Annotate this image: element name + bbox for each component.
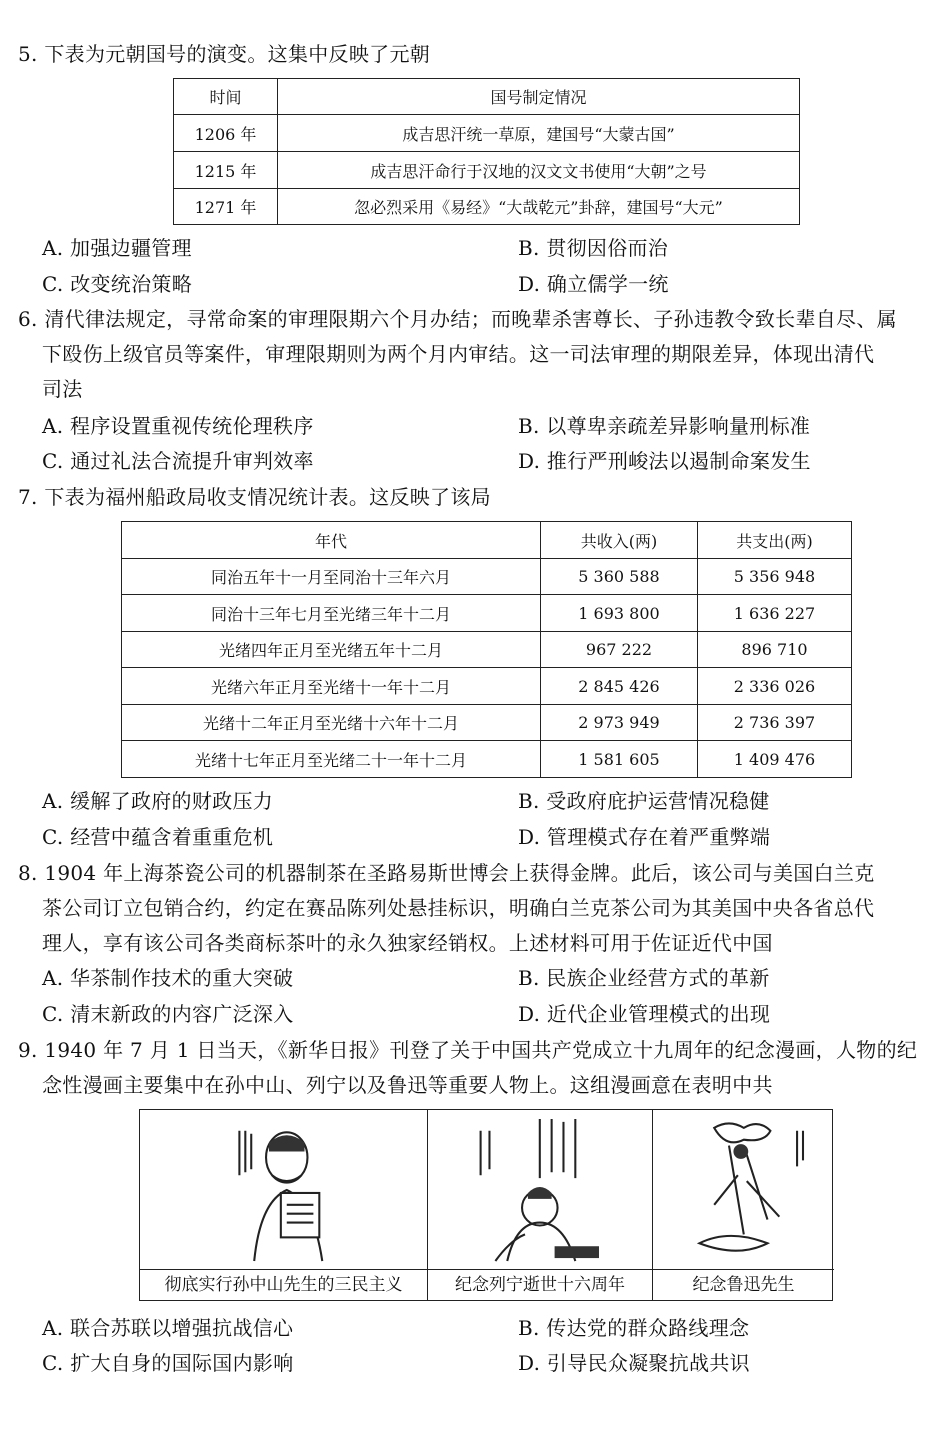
option-6d: D. 推行严刑峻法以遏制命案发生 xyxy=(518,449,811,473)
option-7a: A. 缓解了政府的财政压力 xyxy=(42,789,274,813)
table-row xyxy=(122,559,852,595)
cartoon-lu-xun xyxy=(652,1110,834,1300)
question-9-line: 9. 1940 年 7 月 1 日当天，《新华日报》刊登了关于中国共产党成立十九周年的纪念漫画，人物的纪 xyxy=(18,1038,918,1062)
table-cell: 同治五年十一月至同治十三年六月 xyxy=(122,559,541,595)
question-9-stem xyxy=(18,1033,932,1103)
cartoon-panel xyxy=(139,1109,833,1301)
cartoon-image xyxy=(653,1116,834,1264)
table-cell: 1 636 227 xyxy=(698,595,852,632)
question-7-text: 7. 下表为福州船政局收支情况统计表。这反映了该局 xyxy=(18,485,491,509)
sun-yat-sen-figure-icon xyxy=(195,1116,373,1264)
question-6-line: 6. 清代律法规定，寻常命案的审理限期六个月办结；而晚辈杀害尊长、子孙违教令致长辈自尽、属 xyxy=(18,307,897,331)
table-header: 共收入(两) xyxy=(541,522,698,559)
option-5c: C. 改变统治策略 xyxy=(42,272,193,296)
cartoon-lenin xyxy=(427,1110,652,1300)
lenin-figure-icon xyxy=(451,1116,629,1264)
table-cell: 同治十三年七月至光绪三年十二月 xyxy=(122,595,541,632)
table-cell: 2 336 026 xyxy=(698,668,852,705)
table-cell: 1215 年 xyxy=(174,152,278,189)
table-cell: 1206 年 xyxy=(174,115,278,152)
option-5a: A. 加强边疆管理 xyxy=(42,236,192,260)
table-row xyxy=(174,152,800,189)
table-row xyxy=(122,705,852,741)
table-row xyxy=(122,668,852,705)
question-5-text: 5. 下表为元朝国号的演变。这集中反映了元朝 xyxy=(18,42,431,66)
table-header: 年代 xyxy=(122,522,541,559)
table-cell: 成吉思汗统一草原，建国号“大蒙古国” xyxy=(278,115,800,152)
option-9d: D. 引导民众凝聚抗战共识 xyxy=(518,1351,750,1375)
table-cell: 1 693 800 xyxy=(541,595,698,632)
table-row xyxy=(122,595,852,632)
option-5b: B. 贯彻因俗而治 xyxy=(518,236,669,260)
option-7c: C. 经营中蕴含着重重危机 xyxy=(42,825,274,849)
table-cell: 1 581 605 xyxy=(541,741,698,778)
question-8-line: 茶公司订立包销合约，约定在赛品陈列处悬挂标识，明确白兰克茶公司为其美国中央各省总代 xyxy=(42,896,875,920)
question-9-line: 念性漫画主要集中在孙中山、列宁以及鲁迅等重要人物上。这组漫画意在表明中共 xyxy=(42,1073,773,1097)
table-header: 时间 xyxy=(174,79,278,115)
option-9a: A. 联合苏联以增强抗战信心 xyxy=(42,1316,294,1340)
option-7b: B. 受政府庇护运营情况稳健 xyxy=(518,789,770,813)
table-cell: 1271 年 xyxy=(174,189,278,225)
table-cell: 成吉思汗命行于汉地的汉文文书使用“大朝”之号 xyxy=(278,152,800,189)
question-6-stem xyxy=(18,302,932,407)
option-7d: D. 管理模式存在着严重弊端 xyxy=(518,825,771,849)
cartoon-caption: 纪念鲁迅先生 xyxy=(653,1269,834,1300)
cartoon-image xyxy=(428,1116,652,1264)
option-6b: B. 以尊卑亲疏差异影响量刑标准 xyxy=(518,414,811,438)
table-cell: 1 409 476 xyxy=(698,741,852,778)
question-6-line: 下殴伤上级官员等案件，审理限期则为两个月内审结。这一司法审理的期限差异，体现出清代 xyxy=(42,342,875,366)
question-7-table xyxy=(121,521,852,778)
option-6a: A. 程序设置重视传统伦理秩序 xyxy=(42,414,314,438)
cartoon-caption: 彻底实行孙中山先生的三民主义 xyxy=(140,1269,427,1300)
table-cell: 2 845 426 xyxy=(541,668,698,705)
question-8-stem xyxy=(18,856,932,961)
table-cell: 2 973 949 xyxy=(541,705,698,741)
cartoon-caption: 纪念列宁逝世十六周年 xyxy=(428,1269,652,1300)
table-row xyxy=(174,115,800,152)
cartoon-image xyxy=(140,1116,427,1264)
cartoon-sun-yat-sen xyxy=(140,1110,427,1300)
table-cell: 光绪四年正月至光绪五年十二月 xyxy=(122,632,541,668)
question-8-line: 8. 1904 年上海茶瓷公司的机器制茶在圣路易斯世博会上获得金牌。此后，该公司与美国白兰克 xyxy=(18,861,875,885)
question-7-stem xyxy=(18,480,932,515)
question-6-line: 司法 xyxy=(42,377,83,401)
table-row xyxy=(122,632,852,668)
option-8a: A. 华茶制作技术的重大突破 xyxy=(42,966,294,990)
table-cell: 2 736 397 xyxy=(698,705,852,741)
table-header: 共支出(两) xyxy=(698,522,852,559)
question-8-line: 理人，享有该公司各类商标茶叶的永久独家经销权。上述材料可用于佐证近代中国 xyxy=(42,931,773,955)
option-8c: C. 清末新政的内容广泛深入 xyxy=(42,1002,294,1026)
option-8b: B. 民族企业经营方式的革新 xyxy=(518,966,770,990)
question-5-stem xyxy=(18,37,932,72)
table-cell: 896 710 xyxy=(698,632,852,668)
option-6c: C. 通过礼法合流提升审判效率 xyxy=(42,449,314,473)
table-cell: 5 356 948 xyxy=(698,559,852,595)
table-cell: 光绪十二年正月至光绪十六年十二月 xyxy=(122,705,541,741)
table-cell: 967 222 xyxy=(541,632,698,668)
table-row xyxy=(174,189,800,225)
option-5d: D. 确立儒学一统 xyxy=(518,272,669,296)
table-header: 国号制定情况 xyxy=(278,79,800,115)
table-cell: 光绪六年正月至光绪十一年十二月 xyxy=(122,668,541,705)
lu-xun-figure-icon xyxy=(655,1116,833,1264)
table-cell: 5 360 588 xyxy=(541,559,698,595)
question-5-table xyxy=(173,78,800,225)
option-9b: B. 传达党的群众路线理念 xyxy=(518,1316,750,1340)
table-row xyxy=(122,741,852,778)
option-9c: C. 扩大自身的国际国内影响 xyxy=(42,1351,294,1375)
table-cell: 忽必烈采用《易经》“大哉乾元”卦辞，建国号“大元” xyxy=(278,189,800,225)
table-cell: 光绪十七年正月至光绪二十一年十二月 xyxy=(122,741,541,778)
option-8d: D. 近代企业管理模式的出现 xyxy=(518,1002,771,1026)
